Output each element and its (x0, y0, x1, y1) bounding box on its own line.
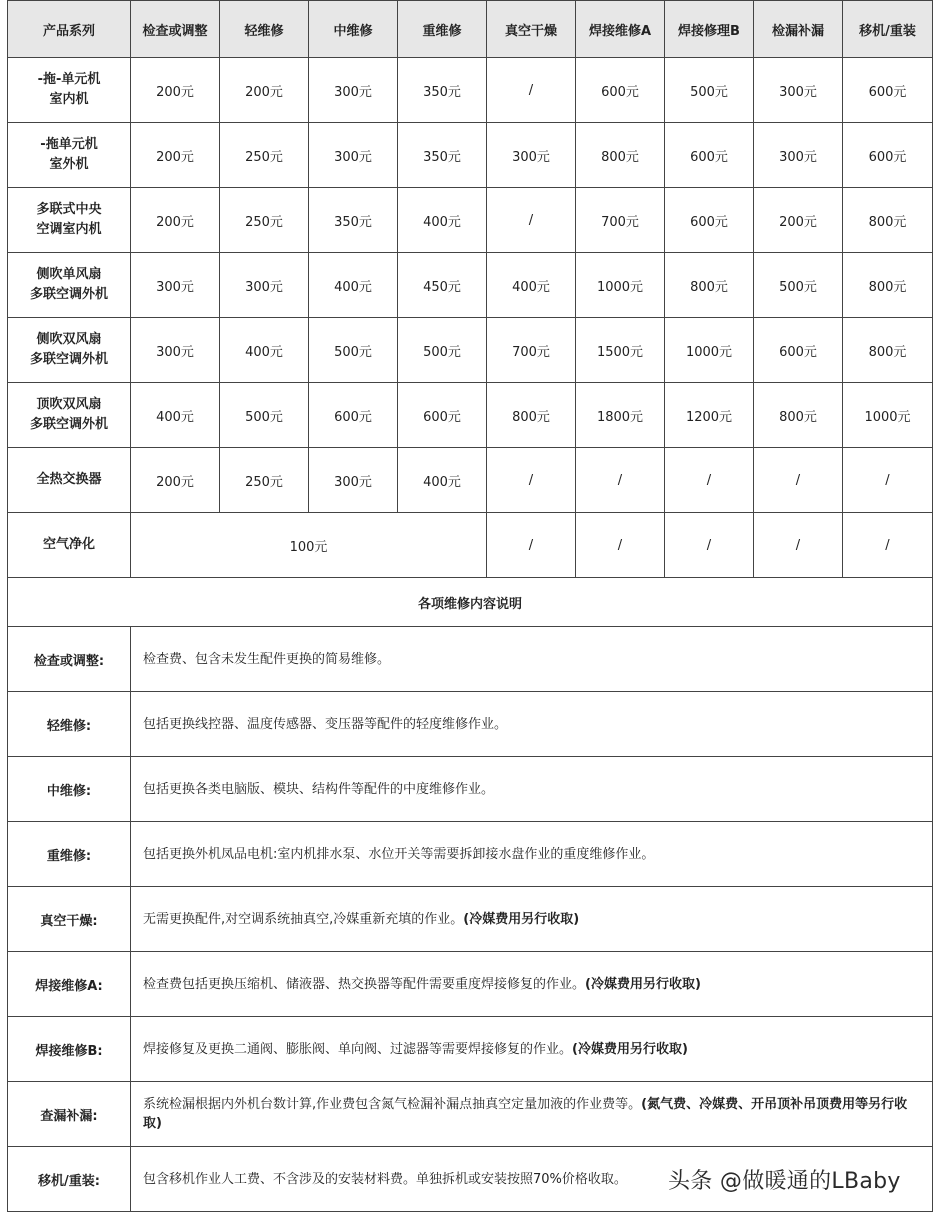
price-cell: 450元 (398, 253, 487, 318)
description-text: 包括更换外机凤品电机:室内机排水泵、水位开关等需要拆卸接水盘作业的重度维修作业。 (131, 822, 933, 887)
price-cell: 350元 (398, 123, 487, 188)
price-cell: 300元 (487, 123, 576, 188)
price-cell: / (487, 188, 576, 253)
description-row (8, 1017, 933, 1082)
price-cell: 300元 (309, 123, 398, 188)
price-table (7, 0, 933, 1212)
column-header: 检漏补漏 (754, 1, 843, 58)
price-cell: 300元 (309, 58, 398, 123)
product-name: 全热交换器 (8, 448, 131, 513)
description-row (8, 887, 933, 952)
description-text: 包含移机作业人工费、不含涉及的安装材料费。单独拆机或安装按照70%价格收取。 (131, 1147, 933, 1212)
price-cell: 500元 (754, 253, 843, 318)
price-cell: 1500元 (576, 318, 665, 383)
price-cell: 800元 (487, 383, 576, 448)
price-cell: 800元 (843, 253, 933, 318)
description-label: 中维修: (8, 757, 131, 822)
price-cell: / (576, 513, 665, 578)
price-cell: 250元 (220, 188, 309, 253)
product-name: 顶吹双风扇 多联空调外机 (8, 383, 131, 448)
description-row (8, 1082, 933, 1147)
price-cell: 400元 (487, 253, 576, 318)
description-label: 检查或调整: (8, 627, 131, 692)
price-cell: 400元 (309, 253, 398, 318)
price-cell: / (487, 448, 576, 513)
price-cell: 1800元 (576, 383, 665, 448)
price-cell: 600元 (665, 188, 754, 253)
description-label: 移机/重装: (8, 1147, 131, 1212)
price-cell: 200元 (131, 58, 220, 123)
column-header: 中维修 (309, 1, 398, 58)
price-cell: 600元 (665, 123, 754, 188)
column-header: 检查或调整 (131, 1, 220, 58)
price-cell: 600元 (843, 58, 933, 123)
price-cell: / (665, 513, 754, 578)
column-header: 重维修 (398, 1, 487, 58)
price-cell: 250元 (220, 448, 309, 513)
description-text: 检查费、包含未发生配件更换的简易维修。 (131, 627, 933, 692)
price-cell: 800元 (843, 318, 933, 383)
description-row (8, 627, 933, 692)
price-cell: 300元 (309, 448, 398, 513)
product-name: -拖-单元机 室内机 (8, 58, 131, 123)
price-cell: 200元 (131, 448, 220, 513)
price-cell: 350元 (398, 58, 487, 123)
price-cell: 200元 (220, 58, 309, 123)
price-cell: 600元 (843, 123, 933, 188)
price-cell: / (487, 513, 576, 578)
product-name: 空气净化 (8, 513, 131, 578)
table-row (8, 58, 933, 123)
section-title-row (8, 578, 933, 627)
column-header: 移机/重装 (843, 1, 933, 58)
column-header: 真空干燥 (487, 1, 576, 58)
product-name: 侧吹单风扇 多联空调外机 (8, 253, 131, 318)
table-row (8, 253, 933, 318)
price-cell: 600元 (309, 383, 398, 448)
description-text: 系统检漏根据内外机台数计算,作业费包含氮气检漏补漏点抽真空定量加液的作业费等。(氮气费、冷媒费、开吊顶补吊顶费用等另行收取) (131, 1082, 933, 1147)
price-cell: 600元 (576, 58, 665, 123)
section-title: 各项维修内容说明 (8, 578, 933, 627)
price-cell: / (843, 513, 933, 578)
column-header: 焊接修理B (665, 1, 754, 58)
table-row (8, 318, 933, 383)
product-name: 侧吹双风扇 多联空调外机 (8, 318, 131, 383)
description-row (8, 822, 933, 887)
price-cell: 500元 (665, 58, 754, 123)
table-row (8, 513, 933, 578)
price-cell: 250元 (220, 123, 309, 188)
merged-price-cell: 100元 (131, 513, 487, 578)
price-cell: 500元 (220, 383, 309, 448)
price-cell: 300元 (754, 58, 843, 123)
description-text: 焊接修复及更换二通阀、膨胀阀、单向阀、过滤器等需要焊接修复的作业。(冷媒费用另行收取) (131, 1017, 933, 1082)
table-row (8, 448, 933, 513)
price-cell: 600元 (754, 318, 843, 383)
description-row (8, 952, 933, 1017)
price-cell: 350元 (309, 188, 398, 253)
column-header: 产品系列 (8, 1, 131, 58)
price-cell: 500元 (398, 318, 487, 383)
price-cell: 500元 (309, 318, 398, 383)
price-cell: 1000元 (576, 253, 665, 318)
description-label: 真空干燥: (8, 887, 131, 952)
price-cell: 700元 (576, 188, 665, 253)
description-label: 查漏补漏: (8, 1082, 131, 1147)
price-cell: 200元 (131, 123, 220, 188)
price-cell: / (665, 448, 754, 513)
price-cell: 800元 (754, 383, 843, 448)
description-text: 检查费包括更换压缩机、储液器、热交换器等配件需要重度焊接修复的作业。(冷媒费用另行收取) (131, 952, 933, 1017)
price-cell: 800元 (665, 253, 754, 318)
description-text: 包括更换各类电脑版、模块、结构件等配件的中度维修作业。 (131, 757, 933, 822)
price-cell: 1200元 (665, 383, 754, 448)
table-row (8, 383, 933, 448)
price-cell: 400元 (398, 188, 487, 253)
description-row (8, 757, 933, 822)
description-row (8, 692, 933, 757)
description-text: 包括更换线控器、温度传感器、变压器等配件的轻度维修作业。 (131, 692, 933, 757)
price-cell: 400元 (398, 448, 487, 513)
price-cell: 300元 (220, 253, 309, 318)
price-cell: / (754, 448, 843, 513)
product-name: 多联式中央 空调室内机 (8, 188, 131, 253)
description-label: 重维修: (8, 822, 131, 887)
price-cell: 300元 (754, 123, 843, 188)
column-header: 轻维修 (220, 1, 309, 58)
price-cell: 800元 (843, 188, 933, 253)
watermark: 头条 @做暖通的LBaby (668, 1169, 901, 1194)
header-row (8, 1, 933, 58)
price-cell: 400元 (131, 383, 220, 448)
table-row (8, 123, 933, 188)
price-cell: 200元 (754, 188, 843, 253)
description-text: 无需更换配件,对空调系统抽真空,冷媒重新充填的作业。(冷媒费用另行收取) (131, 887, 933, 952)
price-cell: 700元 (487, 318, 576, 383)
price-cell: 200元 (131, 188, 220, 253)
price-cell: 1000元 (665, 318, 754, 383)
description-label: 轻维修: (8, 692, 131, 757)
table-row (8, 188, 933, 253)
column-header: 焊接维修A (576, 1, 665, 58)
description-label: 焊接维修B: (8, 1017, 131, 1082)
product-name: -拖单元机 室外机 (8, 123, 131, 188)
price-cell: 800元 (576, 123, 665, 188)
price-cell: 600元 (398, 383, 487, 448)
price-cell: 400元 (220, 318, 309, 383)
description-label: 焊接维修A: (8, 952, 131, 1017)
price-cell: 1000元 (843, 383, 933, 448)
price-cell: / (576, 448, 665, 513)
price-cell: 300元 (131, 318, 220, 383)
price-cell: / (754, 513, 843, 578)
price-cell: 300元 (131, 253, 220, 318)
price-cell: / (843, 448, 933, 513)
price-cell: / (487, 58, 576, 123)
